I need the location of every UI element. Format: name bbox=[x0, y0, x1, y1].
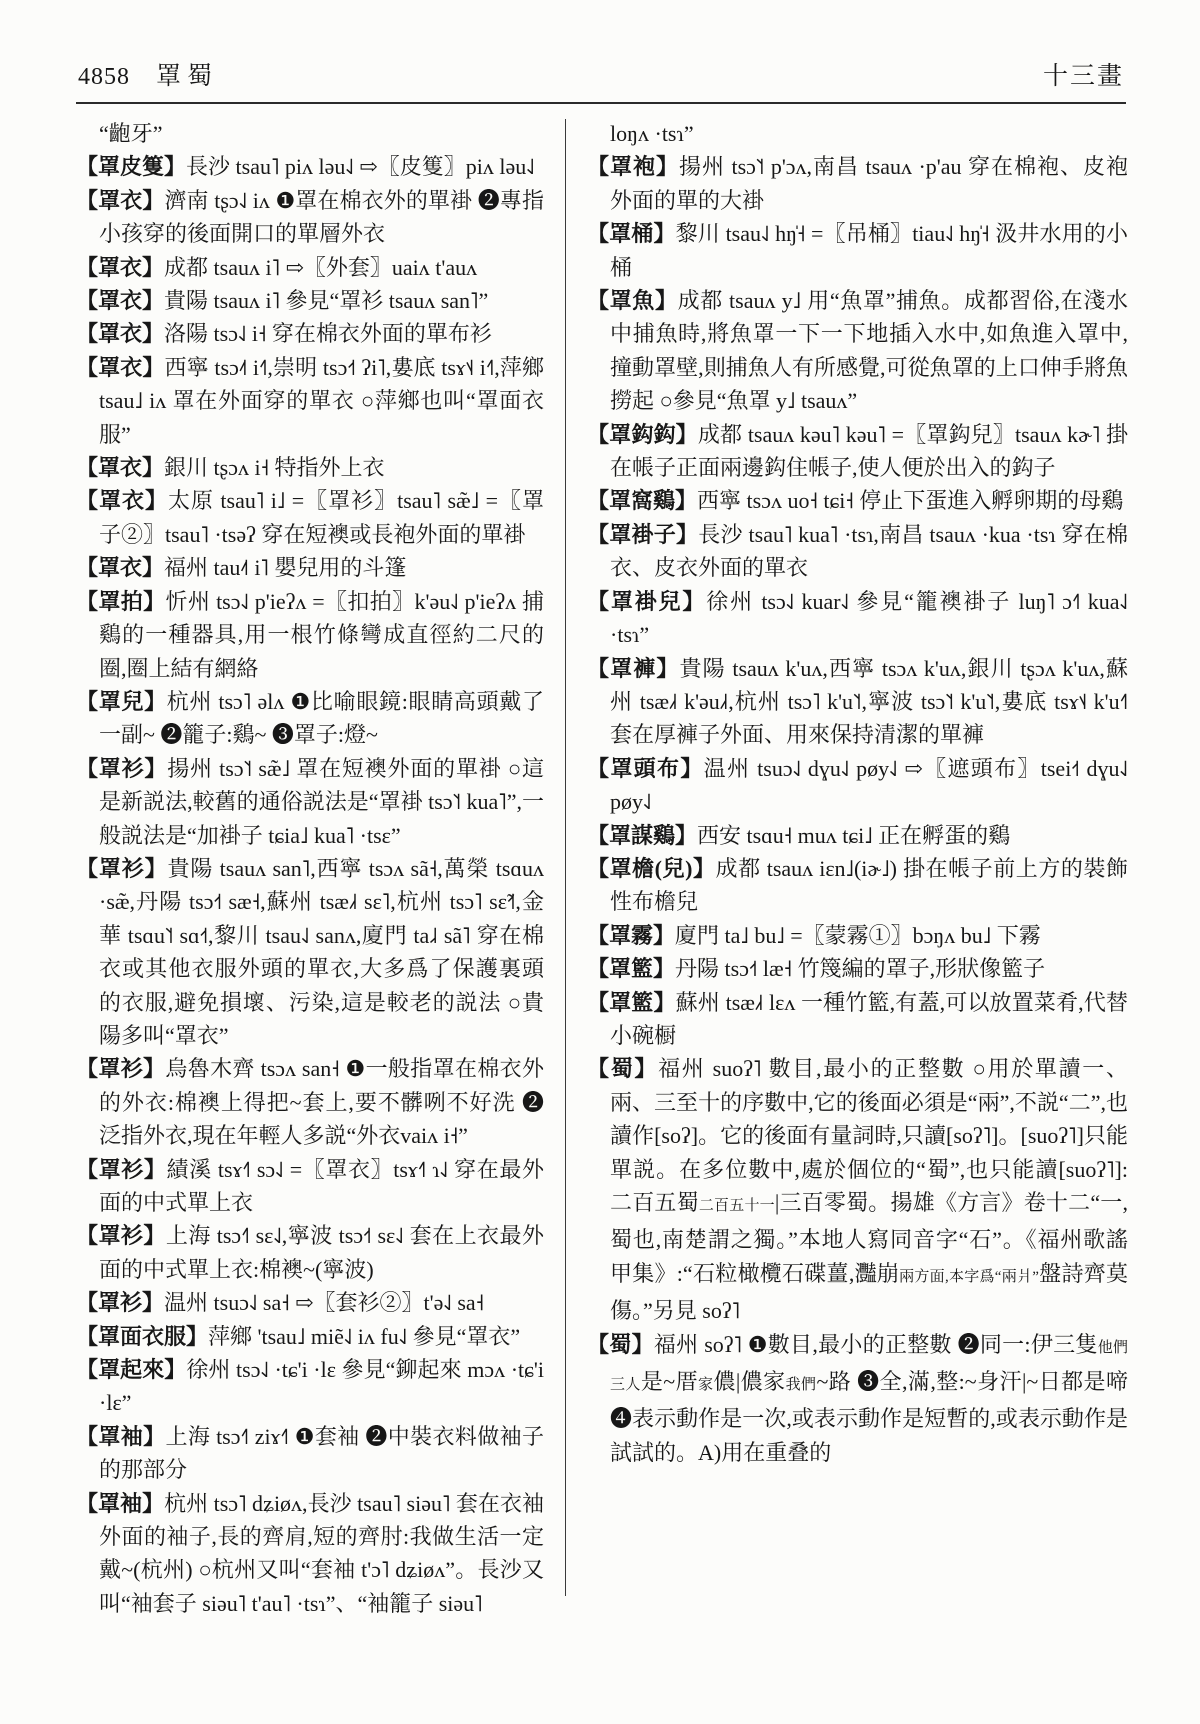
entry-text: 烏魯木齊 tsɔʌ san˧ ❶一般指罩在棉衣外的外衣:棉襖上得把~套上,要不髒咧不好洗 ❷泛指外衣,現在年輕人多説“外衣vaiʌ i˧” bbox=[99, 1056, 544, 1149]
entry-headword: 【罩桶】 bbox=[587, 221, 676, 247]
entry-inline-gloss: 我們 bbox=[785, 1377, 817, 1394]
dictionary-entry bbox=[76, 317, 544, 350]
dictionary-entry bbox=[587, 518, 1128, 585]
entry-headword: 【罩籃】 bbox=[587, 989, 676, 1015]
dictionary-entry bbox=[587, 484, 1128, 517]
entry-headword: 【罩衫】 bbox=[76, 1056, 166, 1082]
entry-text: 杭州 tsɔ˥ əlʌ ❶比喻眼鏡:眼睛高頭戴了一副~ ❷籠子:鷄~ ❸罩子:燈~ bbox=[99, 688, 544, 748]
entry-text: 太原 tsau˥ i˩ =〖罩衫〗tsau˥ sæ̃˩ =〖罩子②〗tsau˥ ·tsəʔ 穿在短襖或長袍外面的單褂 bbox=[99, 488, 544, 547]
entry-text: 洛陽 tsɔ˨˩ i˧ 穿在棉衣外面的單布衫 bbox=[164, 321, 492, 347]
dictionary-entry bbox=[587, 217, 1128, 284]
entry-text: 西寧 tsɔʌ uo˧ tɕi˧ 停止下蛋進入孵卵期的母鷄 bbox=[697, 488, 1124, 514]
entry-headword: 【罩衫】 bbox=[76, 1156, 167, 1182]
dictionary-entry bbox=[76, 685, 544, 752]
entry-text: 成都 tsauʌ kəu˥ kəu˥ =〖罩鈎兒〗tsauʌ kɚ˥ 掛在帳子正面兩邊鈎住帳子,使人便於出入的鈎子 bbox=[610, 421, 1128, 481]
entry-inline-gloss: 兩方面,本字爲“兩爿” bbox=[899, 1268, 1039, 1285]
entry-headword: 【罩衫】 bbox=[76, 1290, 165, 1316]
entry-text: 濟南 tʂɔ˨˩ iʌ ❶罩在棉衣外的單褂 ❷專指小孩穿的後面開口的單層外衣 bbox=[99, 187, 544, 247]
dictionary-entry bbox=[587, 1328, 1128, 1470]
header-left-group bbox=[78, 56, 218, 92]
entry-text: 揚州 tsɔ˥˦ sæ̃˩ 罩在短襖外面的單褂 ○這是新説法,較舊的通俗説法是“罩褂 tsɔ˥˦ kua˥”,一般説法是“加褂子 tɕia˩ kua˥ ·tsɛ” bbox=[99, 755, 544, 848]
entry-text: 萍鄉 'tsau˩ miẽ˨˩ iʌ fu˨˩ 參見“罩衣” bbox=[208, 1323, 521, 1349]
entry-text: 長沙 tsau˥ kua˥ ·tsɿ,南昌 tsauʌ ·kua ·tsɿ 穿在棉衣、皮衣外面的單衣 bbox=[610, 521, 1128, 581]
text-columns bbox=[0, 104, 1200, 1620]
entry-headword: 【罩頭布】 bbox=[587, 755, 704, 781]
guide-words: 罩蜀 bbox=[156, 63, 219, 90]
dictionary-entry bbox=[587, 150, 1128, 217]
dictionary-entry bbox=[76, 117, 544, 150]
entry-text: 成都 tsauʌ i˥ ⇨〖外套〗uaiʌ t'auʌ bbox=[164, 254, 478, 280]
entry-text: 福州 tau˨˦ i˥ 嬰兒用的斗篷 bbox=[164, 555, 407, 581]
dictionary-entry bbox=[76, 585, 544, 685]
entry-headword: 【蜀】 bbox=[587, 1056, 659, 1082]
entry-headword: 【罩衫】 bbox=[76, 755, 168, 781]
entry-text: 廈門 ta˩ bu˩ =〖蒙霧①〗bɔŋʌ bu˩ 下霧 bbox=[675, 922, 1041, 948]
dictionary-entry bbox=[76, 852, 544, 1052]
dictionary-entry bbox=[587, 1052, 1128, 1327]
entry-text: 盤詩齊莫傷。”另見 soʔ˥ bbox=[610, 1260, 1128, 1324]
dictionary-entry bbox=[76, 351, 544, 451]
dictionary-entry bbox=[587, 117, 1128, 150]
entry-headword: 【罩褂子】 bbox=[587, 521, 699, 547]
entry-inline-gloss: 家 bbox=[698, 1377, 714, 1394]
entry-text: 徐州 tsɔ˨˩ ·tɕ'i ·lɛ 參見“鉚起來 mɔʌ ·tɕ'i ·lɛ” bbox=[99, 1357, 544, 1416]
dictionary-entry bbox=[587, 752, 1128, 819]
dictionary-entry bbox=[587, 986, 1128, 1053]
entry-headword: 【罩衣】 bbox=[76, 354, 165, 380]
entry-text: 忻州 tsɔ˨˩ p'ieʔʌ =〖扣拍〗k'əu˨˩ p'ieʔʌ 捕鷄的一種器具,用一根竹條彎成直徑約二尺的圈,圈上結有網絡 bbox=[99, 588, 544, 681]
entry-text: 績溪 tsɤ˧˥ sɔ˨˩ =〖罩衣〗tsɤ˧˥ ɿ˨˩ 穿在最外面的中式單上衣 bbox=[99, 1156, 544, 1215]
dictionary-entry bbox=[76, 1286, 544, 1319]
dictionary-entry bbox=[587, 652, 1128, 752]
entry-text: 是~厝 bbox=[640, 1369, 699, 1395]
entry-headword: 【罩鈎鈎】 bbox=[587, 421, 698, 447]
entry-text: 丹陽 tsɔ˧˦ læ˧ 竹篾編的罩子,形狀像籃子 bbox=[675, 956, 1046, 982]
dictionary-entry bbox=[76, 752, 544, 852]
entry-text: 西寧 tsɔ˨˦ i˧˥,崇明 tsɔ˧˦ ʔi˥,婁底 tsɤ˦˨ i˧˥,萍鄉 tsau˩ iʌ 罩在外面穿的單衣 ○萍鄉也叫“罩面衣服” bbox=[99, 354, 544, 447]
entry-text: 貴陽 tsauʌ san˥,西寧 tsɔʌ sã˧,萬榮 tsɑuʌ ·sæ̃,丹陽 tsɔ˧˦ sæ˧,蘇州 tsæ˩˧ sɛ˥,杭州 tsɔ˥ sɛ̃˧˦,金華 tsɑu˥˦ sɑ˧˦,黎川 tsau˨˩ sanʌ,廈門 ta˩˨ sã˥ 穿在棉衣或其他衣服外頭的單衣,大多爲了保護裏頭的衣服,避免損壞、污染,這是較老的説法 ○貴陽多叫“罩衣” bbox=[99, 855, 544, 1048]
entry-text: |三百零蜀。揚雄《方言》卷十二“一,蜀也,南楚謂之獨。”本地人寫同音字“石”。《福州歌謠甲集》:“石粒橄欖石碟薑,灩崩 bbox=[610, 1190, 1128, 1286]
entry-text: 徐州 tsɔ˨˩ kuar˨˩ 參見“籠襖褂子 luŋ˥ ɔ˧˥ kua˨˩ ·tsɿ” bbox=[610, 588, 1128, 648]
entry-headword: 【罩衣】 bbox=[76, 288, 165, 314]
entry-headword: 【罩衣】 bbox=[76, 321, 165, 347]
page-number: 4858 bbox=[78, 64, 130, 90]
dictionary-entry bbox=[76, 551, 544, 584]
entry-headword: 【罩皮篗】 bbox=[76, 154, 187, 180]
dictionary-entry bbox=[587, 852, 1128, 919]
dictionary-entry bbox=[587, 952, 1128, 985]
entry-text: 成都 tsauʌ y˩ 用“魚罩”捕魚。成都習俗,在淺水中捕魚時,將魚罩一下一下地插入水中,如魚進入罩中,撞動罩壁,則捕魚人有所感覺,可從魚罩的上口伸手將魚撈起 ○參見“魚罩 y˩ tsauʌ” bbox=[610, 288, 1128, 414]
entry-text: 銀川 tʂɔʌ i˧ 特指外上衣 bbox=[164, 455, 385, 481]
entry-headword: 【罩窩鷄】 bbox=[587, 488, 698, 514]
dictionary-entry bbox=[76, 484, 544, 551]
entry-headword: 【罩衣】 bbox=[76, 488, 168, 514]
entry-headword: 【罩褂兒】 bbox=[587, 588, 707, 614]
entry-text: 福州 soʔ˥ ❶數目,最小的正整數 ❷同一:伊三隻 bbox=[653, 1331, 1098, 1357]
entry-text: 上海 tsɔ˧˥ ziɤ˧˥ ❶套袖 ❷中裝衣料做袖子的那部分 bbox=[99, 1423, 544, 1483]
dictionary-entry bbox=[76, 184, 544, 251]
entry-text: 貴陽 tsauʌ k'uʌ,西寧 tsɔʌ k'uʌ,銀川 tʂɔʌ k'uʌ,蘇州 tsæ˩˧ k'əu˩˧,杭州 tsɔ˥ k'u˥˦,寧波 tsɔ˥˦ k'u˥˦,婁底 tsɤ˦˨ k'u˧˥ 套在厚褲子外面、用來保持清潔的單褲 bbox=[610, 655, 1128, 748]
stroke-section-header: 十三畫 bbox=[1042, 63, 1124, 90]
entry-text: 温州 tsuɔ˨˩ dɣu˨˩ pøy˨˩ ⇨〖遮頭布〗tsei˧˦ dɣu˨˩ pøy˨˩ bbox=[610, 755, 1128, 815]
dictionary-entry bbox=[587, 919, 1128, 952]
entry-headword: 【罩兒】 bbox=[76, 688, 167, 714]
dictionary-entry bbox=[76, 1153, 544, 1220]
dictionary-entry bbox=[76, 451, 544, 484]
entry-text: 成都 tsauʌ iɛn˩(iɚ˩) 掛在帳子前上方的裝飾性布檐兒 bbox=[610, 855, 1128, 915]
dictionary-entry bbox=[587, 418, 1128, 485]
entry-headword: 【罩起來】 bbox=[76, 1357, 187, 1383]
entry-headword: 【罩衣】 bbox=[76, 555, 165, 581]
entry-text: 長沙 tsau˥ piʌ ləu˨˩ ⇨〖皮篗〗piʌ ləu˨˩ bbox=[186, 154, 535, 180]
dictionary-entry bbox=[587, 585, 1128, 652]
dictionary-entry bbox=[76, 1052, 544, 1152]
entry-text: 上海 tsɔ˧˥ sɛ˨˩,寧波 tsɔ˧˦ sɛ˨˩ 套在上衣最外面的中式單上衣:棉襖~(寧波) bbox=[99, 1223, 544, 1282]
entry-headword: 【罩衣】 bbox=[76, 187, 165, 213]
dictionary-entry bbox=[76, 1219, 544, 1286]
dictionary-entry bbox=[587, 284, 1128, 418]
entry-headword: 【蜀】 bbox=[587, 1331, 654, 1357]
entry-headword: 【罩衣】 bbox=[76, 455, 165, 481]
dictionary-entry bbox=[76, 1353, 544, 1420]
dictionary-entry bbox=[76, 1420, 544, 1487]
entry-headword: 【罩拍】 bbox=[76, 588, 166, 614]
dictionary-entry bbox=[76, 1487, 544, 1621]
entry-text: ~路 ❸全,滿,整:~身汗|~日都是啼 ❹表示動作是一次,或表示動作是短暫的,或表示動作是試試的。A)用在重叠的 bbox=[610, 1369, 1128, 1465]
entry-text: 福州 suoʔ˥ 數目,最小的正整數 ○用於單讀一、兩、三至十的序數中,它的後面必須是“兩”,不説“二”,也讀作[soʔ]。它的後面有量詞時,只讀[soʔ˥]。[suoʔ˥]只能單説。在多位數中,處於個位的“蜀”,也只能讀[suoʔ˥]:二百五蜀 bbox=[610, 1056, 1128, 1215]
entry-headword: 【罩袖】 bbox=[76, 1490, 165, 1516]
dictionary-entry bbox=[76, 284, 544, 317]
entry-text: 杭州 tsɔ˥ dʑiøʌ,長沙 tsau˥ siəu˥ 套在衣袖外面的袖子,長的齊肩,短的齊肘:我做生活一定戴~(杭州) ○杭州又叫“套袖 t'ɔ˥ dʑiøʌ”。長沙又叫“袖套子 siəu˥ t'au˥ ·tsɿ”、“袖籠子 siəu˥ bbox=[99, 1490, 544, 1616]
entry-inline-gloss: 二百五十一 bbox=[698, 1198, 775, 1214]
entry-headword: 【罩霧】 bbox=[587, 922, 676, 948]
dictionary-entry bbox=[76, 1320, 544, 1353]
entry-text: 西安 tsɑu˧ muʌ tɕi˩ 正在孵蛋的鷄 bbox=[697, 822, 1011, 848]
entry-text: 揚州 tsɔ˥˦ p'ɔʌ,南昌 tsauʌ ·p'au 穿在棉袍、皮袍外面的單的大褂 bbox=[610, 154, 1128, 213]
right-column bbox=[587, 117, 1128, 1620]
entry-text: 儂|儂家 bbox=[713, 1369, 786, 1395]
entry-headword: 【罩袖】 bbox=[76, 1423, 166, 1449]
entry-text: 黎川 tsau˨˩ hŋ̍˧ =〖吊桶〗tiau˨˩ hŋ̍˧ 汲井水用的小桶 bbox=[610, 221, 1128, 280]
entry-text: 蘇州 tsæ˩˧ lɛʌ 一種竹籃,有蓋,可以放置菜肴,代替小碗橱 bbox=[610, 989, 1128, 1048]
entry-headword: 【罩謀鷄】 bbox=[587, 822, 698, 848]
entry-headword: 【罩面衣服】 bbox=[76, 1323, 209, 1349]
entry-headword: 【罩袍】 bbox=[587, 154, 679, 180]
entry-headword: 【罩衫】 bbox=[76, 1223, 166, 1249]
column-divider bbox=[565, 119, 566, 1596]
dictionary-entry bbox=[587, 819, 1128, 852]
entry-headword: 【罩籃】 bbox=[587, 956, 676, 982]
entry-headword: 【罩衫】 bbox=[76, 855, 168, 881]
entry-text: 貴陽 tsauʌ i˥ 參見“罩衫 tsauʌ san˥” bbox=[164, 288, 489, 314]
entry-text: “齙牙” bbox=[99, 121, 163, 146]
page-header bbox=[0, 0, 1200, 92]
entry-headword: 【罩褲】 bbox=[587, 655, 680, 681]
entry-text: loŋʌ ·tsɿ” bbox=[610, 121, 694, 146]
left-column bbox=[76, 117, 544, 1620]
entry-headword: 【罩檐(兒)】 bbox=[587, 855, 716, 881]
entry-headword: 【罩衣】 bbox=[76, 254, 165, 280]
entry-inline-gloss: 他們三人 bbox=[610, 1339, 1128, 1394]
dictionary-entry bbox=[76, 251, 544, 284]
entry-text: 温州 tsuɔ˨˩ sa˧ ⇨〖套衫②〗t'ə˨˩ sa˧ bbox=[164, 1290, 485, 1316]
entry-headword: 【罩魚】 bbox=[587, 288, 678, 314]
dictionary-entry bbox=[76, 150, 544, 183]
